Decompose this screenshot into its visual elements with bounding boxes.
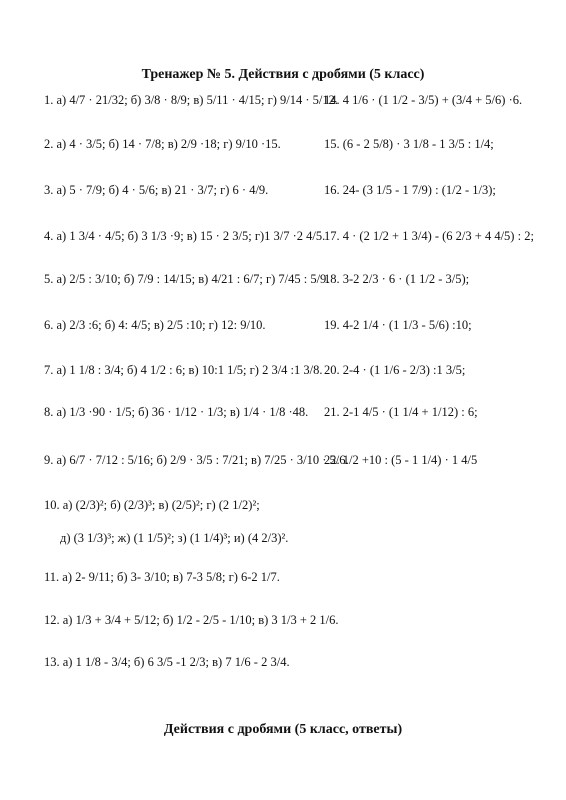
answers-title: Действия с дробями (5 класс, ответы) (163, 722, 403, 737)
exercise-row: 12. а) 1/3 + 3/4 + 5/12; б) 1/2 - 2/5 - 1/10; в) 3 1/3 + 2 1/6. (44, 613, 339, 627)
exercise-row: 11. а) 2- 9/11; б) 3- 3/10; в) 7-3 5/8; г) 6-2 1/7. (44, 570, 280, 584)
exercise-row: 19. 4-2 1/4 · (1 1/3 - 5/6) :10; (324, 318, 472, 332)
exercise-row: 14. 4 1/6 · (1 1/2 - 3/5) + (3/4 + 5/6) ·6. (324, 93, 523, 107)
exercise-row: 21. 2-1 4/5 · (1 1/4 + 1/12) : 6; (324, 405, 478, 419)
exercise-row: 2. а) 4 · 3/5; б) 14 · 7/8; в) 2/9 ·18; г) 9/10 ·15. (44, 137, 281, 151)
exercise-row: 3. а) 5 · 7/9; б) 4 · 5/6; в) 21 · 3/7; г) 6 · 4/9. (44, 183, 269, 197)
exercise-row: 4. а) 1 3/4 · 4/5; б) 3 1/3 ·9; в) 15 · 2 3/5; г)1 3/7 ·2 4/5. (44, 229, 326, 243)
exercise-row: 13. а) 1 1/8 - 3/4; б) 6 3/5 -1 2/3; в) 7 1/6 - 2 3/4. (44, 655, 290, 669)
exercise-row: д) (3 1/3)³; ж) (1 1/5)²; з) (1 1/4)³; и) (4 2/3)². (60, 531, 289, 545)
exercise-row: 20. 2-4 · (1 1/6 - 2/3) :1 3/5; (324, 363, 466, 377)
exercise-row: 15. (6 - 2 5/8) · 3 1/8 - 1 3/5 : 1/4; (324, 137, 494, 151)
exercise-row: 22. 1/2 +10 : (5 - 1 1/4) · 1 4/5 (324, 453, 478, 467)
exercise-row: 1. а) 4/7 · 21/32; б) 3/8 · 8/9; в) 5/11 · 4/15; г) 9/14 · 5/12. (44, 93, 338, 107)
exercise-row: 9. а) 6/7 · 7/12 : 5/16; б) 2/9 · 3/5 : 7/21; в) 7/25 · 3/10 · 5/6. (44, 453, 349, 467)
exercise-row: 8. а) 1/3 ·90 · 1/5; б) 36 · 1/12 · 1/3; в) 1/4 · 1/8 ·48. (44, 405, 309, 419)
exercise-row: 6. а) 2/3 :6; б) 4: 4/5; в) 2/5 :10; г) 12: 9/10. (44, 318, 266, 332)
exercise-row: 18. 3-2 2/3 · 6 · (1 1/2 - 3/5); (324, 272, 470, 286)
exercise-row: 10. а) (2/3)²; б) (2/3)³; в) (2/5)²; г) (2 1/2)²; (44, 498, 260, 512)
worksheet-title: Тренажер № 5. Действия с дробями (5 класс) (141, 67, 425, 82)
exercise-row: 5. а) 2/5 : 3/10; б) 7/9 : 14/15; в) 4/21 : 6/7; г) 7/45 : 5/9. (44, 272, 330, 286)
exercise-row: 17. 4 · (2 1/2 + 1 3/4) - (6 2/3 + 4 4/5) : 2; (324, 229, 534, 243)
exercise-row: 16. 24- (3 1/5 - 1 7/9) : (1/2 - 1/3); (324, 183, 496, 197)
exercise-row: 7. а) 1 1/8 : 3/4; б) 4 1/2 : 6; в) 10:1 1/5; г) 2 3/4 :1 3/8. (44, 363, 323, 377)
